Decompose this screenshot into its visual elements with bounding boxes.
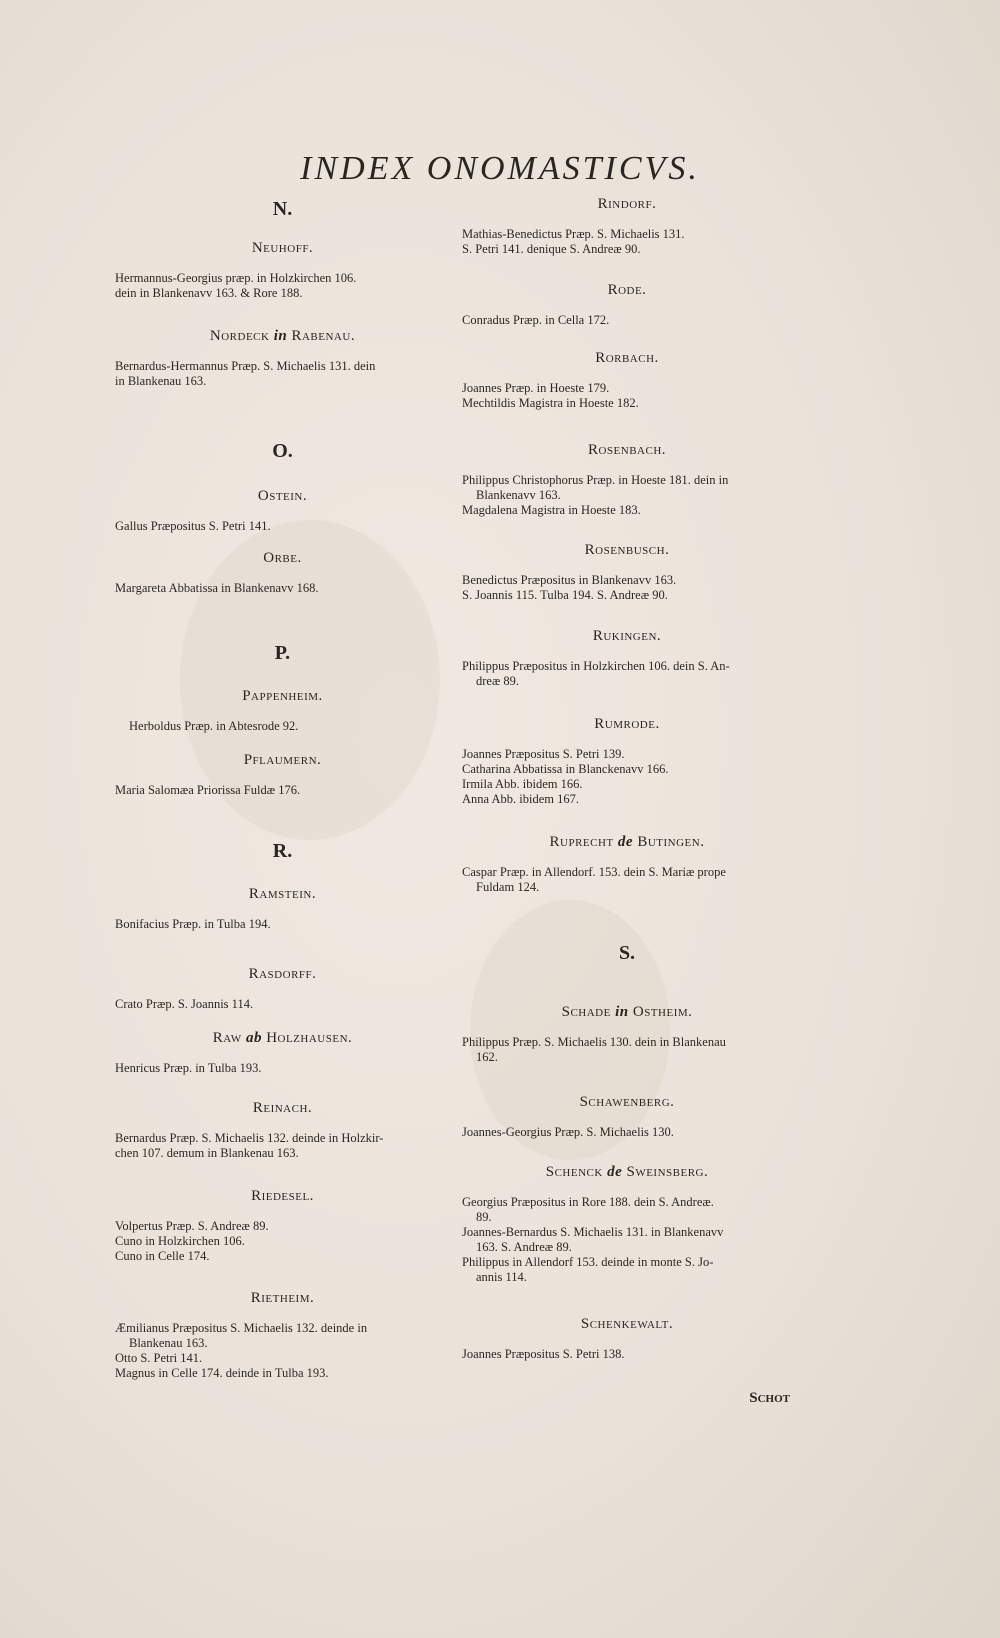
entry-line: 89. xyxy=(476,1210,492,1224)
entry-heading: Reinach. xyxy=(252,1100,313,1116)
entry-line: Joannes-Georgius Præp. S. Michaelis 130. xyxy=(462,1125,674,1139)
entry-line: annis 114. xyxy=(476,1270,527,1284)
entry-line: Otto S. Petri 141. xyxy=(115,1351,203,1365)
entry-heading xyxy=(115,328,450,345)
entry-heading: Rorbach. xyxy=(595,350,659,366)
entry-schawenberg xyxy=(462,1094,792,1140)
entry-line: Blankenavv 163. xyxy=(476,488,561,502)
entry-heading: Rode. xyxy=(607,282,647,298)
entry-heading xyxy=(462,1004,792,1021)
entry-line: Hermannus-Georgius præp. in Holzkirchen 106. xyxy=(115,271,357,285)
entry-rukingen xyxy=(462,628,792,689)
heading-part: Schenck xyxy=(545,1164,603,1180)
entry-pflaumern xyxy=(115,752,450,798)
entry-line: Philippus in Allendorf 153. deinde in monte S. Jo- xyxy=(462,1255,714,1269)
entry-line: Gallus Præpositus S. Petri 141. xyxy=(115,519,271,533)
entry-heading: Rasdorff. xyxy=(248,966,317,982)
entry-heading xyxy=(462,1164,792,1181)
entry-line: Bernardus-Hermannus Præp. S. Michaelis 131. dein xyxy=(115,359,376,373)
entry-line: Joannes Præp. in Hoeste 179. xyxy=(462,381,610,395)
entry-rosenbach xyxy=(462,442,792,518)
entry-pappenheim xyxy=(115,688,450,734)
heading-particle: de xyxy=(617,834,634,850)
entry-heading: Neuhoff. xyxy=(251,240,314,256)
heading-part: Nordeck xyxy=(209,328,270,344)
entry-line: Æmilianus Præpositus S. Michaelis 132. deinde in xyxy=(115,1321,368,1335)
entry-rasdorff xyxy=(115,966,450,1012)
entry-heading: Rukingen. xyxy=(592,628,662,644)
entry-ruprecht xyxy=(462,834,792,895)
section-letter-p: P. xyxy=(274,642,291,664)
entry-line: Philippus Præpositus in Holzkirchen 106. dein S. An- xyxy=(462,659,730,673)
section-letter-r: R. xyxy=(272,840,293,862)
entry-line: S. Petri 141. denique S. Andreæ 90. xyxy=(462,242,641,256)
entry-line: S. Joannis 115. Tulba 194. S. Andreæ 90. xyxy=(462,588,668,602)
section-letter-s: S. xyxy=(618,942,636,964)
entry-line: Joannes-Bernardus S. Michaelis 131. in Blankenavv xyxy=(462,1225,724,1239)
entry-schenkewalt xyxy=(462,1316,792,1362)
heading-part: Rabenau. xyxy=(291,328,356,344)
heading-part: Ruprecht xyxy=(549,834,614,850)
entry-neuhoff xyxy=(115,240,450,301)
entry-line: Blankenau 163. xyxy=(129,1336,208,1350)
entry-line: 162. xyxy=(476,1050,498,1064)
entry-line: Philippus Christophorus Præp. in Hoeste 181. dein in xyxy=(462,473,729,487)
entry-line: Bernardus Præp. S. Michaelis 132. deinde in Holzkir- xyxy=(115,1131,384,1145)
heading-particle: in xyxy=(273,328,288,344)
entry-rietheim xyxy=(115,1290,450,1381)
entry-heading: Pflaumern. xyxy=(243,752,322,768)
entry-line: Catharina Abbatissa in Blanckenavv 166. xyxy=(462,762,669,776)
entry-nordeck xyxy=(115,328,450,389)
entry-heading: Orbe. xyxy=(263,550,302,566)
entry-rindorf xyxy=(462,196,792,257)
entry-reinach xyxy=(115,1100,450,1161)
entry-rosenbusch xyxy=(462,542,792,603)
entry-heading: Riedesel. xyxy=(251,1188,314,1204)
entry-line: 163. S. Andreæ 89. xyxy=(476,1240,572,1254)
entry-line: in Blankenau 163. xyxy=(115,374,207,388)
entry-line: Joannes Præpositus S. Petri 139. xyxy=(462,747,625,761)
entry-line: Conradus Præp. in Cella 172. xyxy=(462,313,610,327)
entry-line: Cuno in Holzkirchen 106. xyxy=(115,1234,245,1248)
entry-schade xyxy=(462,1004,792,1065)
entry-heading: Rindorf. xyxy=(597,196,657,212)
heading-particle: in xyxy=(615,1004,629,1020)
entry-line: Mechtildis Magistra in Hoeste 182. xyxy=(462,396,639,410)
entry-line: Philippus Præp. S. Michaelis 130. dein in Blankenau xyxy=(462,1035,726,1049)
entry-line: Fuldam 124. xyxy=(476,880,540,894)
entry-heading: Schenkewalt. xyxy=(580,1316,674,1332)
entry-raw xyxy=(115,1030,450,1076)
entry-line: dein in Blankenavv 163. & Rore 188. xyxy=(115,286,303,300)
entry-line: Margareta Abbatissa in Blankenavv 168. xyxy=(115,581,319,595)
entry-line: Magnus in Celle 174. deinde in Tulba 193. xyxy=(115,1366,329,1380)
entry-rumrode xyxy=(462,716,792,807)
entry-heading: Pappenheim. xyxy=(242,688,323,704)
entry-line: Bonifacius Præp. in Tulba 194. xyxy=(115,917,271,931)
section-letter-o: O. xyxy=(272,440,293,462)
entry-heading xyxy=(115,1030,450,1047)
heading-particle: ab xyxy=(245,1030,262,1046)
entry-ramstein xyxy=(115,886,450,932)
entry-ostein xyxy=(115,488,450,534)
section-letter-n: N. xyxy=(272,198,293,220)
heading-part: Ostheim. xyxy=(632,1004,693,1020)
entry-line: Mathias-Benedictus Præp. S. Michaelis 131. xyxy=(462,227,685,241)
heading-part: Schade xyxy=(561,1004,611,1020)
entry-line: Volpertus Præp. S. Andreæ 89. xyxy=(115,1219,269,1233)
entry-rode xyxy=(462,282,792,328)
entry-rorbach xyxy=(462,350,792,411)
entry-heading: Schawenberg. xyxy=(579,1094,675,1110)
heading-part: Holzhausen. xyxy=(266,1030,353,1046)
entry-riedesel xyxy=(115,1188,450,1264)
entry-heading: Rosenbach. xyxy=(587,442,667,458)
heading-particle: de xyxy=(607,1164,623,1180)
entry-line: chen 107. demum in Blankenau 163. xyxy=(115,1146,299,1160)
entry-heading xyxy=(462,834,792,851)
entry-line: Irmila Abb. ibidem 166. xyxy=(462,777,583,791)
entry-heading: Ramstein. xyxy=(248,886,317,902)
page-title: INDEX ONOMASTICVS. xyxy=(300,150,700,187)
heading-part: Raw xyxy=(212,1030,242,1046)
entry-heading: Rosenbusch. xyxy=(584,542,670,558)
entry-line: Caspar Præp. in Allendorf. 153. dein S. Mariæ prope xyxy=(462,865,726,879)
entry-line: Maria Salomæa Priorissa Fuldæ 176. xyxy=(115,783,301,797)
entry-line: Henricus Præp. in Tulba 193. xyxy=(115,1061,262,1075)
entry-line: Benedictus Præpositus in Blankenavv 163. xyxy=(462,573,677,587)
entry-heading: Rietheim. xyxy=(250,1290,315,1306)
entry-line: Herboldus Præp. in Abtesrode 92. xyxy=(129,719,299,733)
entry-schenck xyxy=(462,1164,792,1285)
entry-heading: Ostein. xyxy=(257,488,308,504)
entry-line: Magdalena Magistra in Hoeste 183. xyxy=(462,503,641,517)
heading-part: Butingen. xyxy=(637,834,705,850)
heading-part: Sweinsberg. xyxy=(626,1164,709,1180)
entry-line: Joannes Præpositus S. Petri 138. xyxy=(462,1347,625,1361)
entry-orbe xyxy=(115,550,450,596)
entry-line: Crato Præp. S. Joannis 114. xyxy=(115,997,254,1011)
entry-line: Georgius Præpositus in Rore 188. dein S. Andreæ. xyxy=(462,1195,714,1209)
entry-line: Anna Abb. ibidem 167. xyxy=(462,792,580,806)
entry-line: Cuno in Celle 174. xyxy=(115,1249,210,1263)
catchword: Schot xyxy=(749,1390,790,1406)
entry-heading: Rumrode. xyxy=(594,716,660,732)
entry-line: dreæ 89. xyxy=(476,674,520,688)
